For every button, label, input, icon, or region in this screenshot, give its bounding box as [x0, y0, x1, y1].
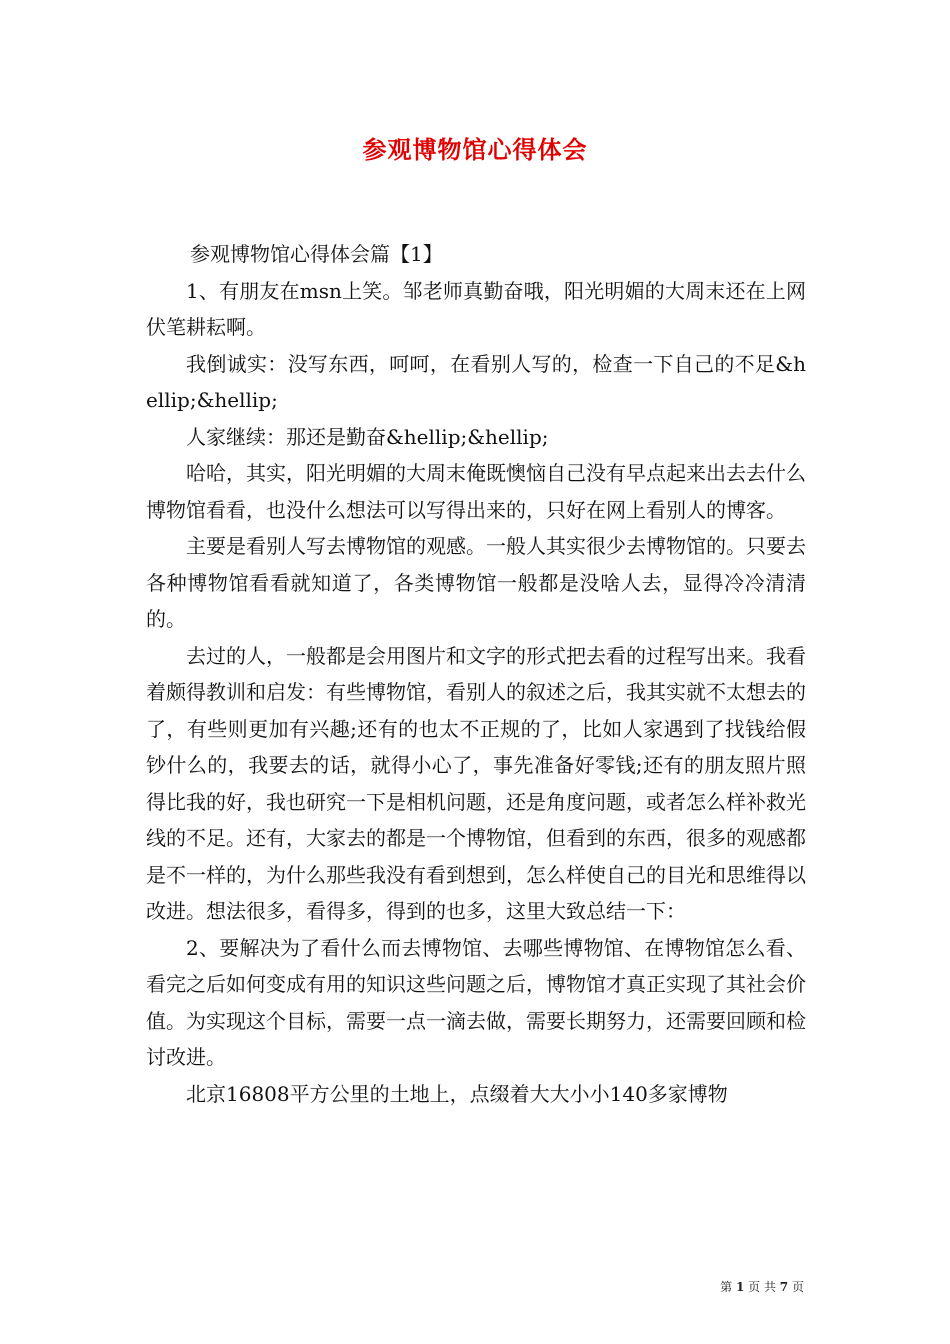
- footer-middle: 页 共: [748, 1280, 776, 1294]
- total-pages-number: 7: [779, 1280, 789, 1294]
- paragraph: 1、有朋友在msn上笑。邹老师真勤奋哦，阳光明媚的大周末还在上网伏笔耕耘啊。: [146, 278, 806, 339]
- document-body: [146, 236, 806, 1112]
- paragraph: 哈哈，其实，阳光明媚的大周末俺既懊恼自己没有早点起来出去去什么博物馆看看，也没什么想法可以写得出来的，只好在网上看别人的博客。: [146, 461, 806, 522]
- paragraph: 去过的人，一般都是会用图片和文字的形式把去看的过程写出来。我看着颇得教训和启发：有些博物馆，看别人的叙述之后，我其实就不太想去的了，有些则更加有兴趣;还有的也太不正规的了，比如人家遇到了找钱给假钞什么的，我要去的话，就得小心了，事先准备好零钱;还有的朋友照片照得比我的好，我也研究一下是相机问题，还是角度问题，或者怎么样补救光线的不足。还有，大家去的都是一个博物馆，但看到的东西，很多的观感都是不一样的，为什么那些我没有看到想到，怎么样使自己的目光和思维得以改进。想法很多，看得多，得到的也多，这里大致总结一下：: [146, 643, 806, 923]
- footer-suffix: 页: [791, 1280, 804, 1294]
- paragraph: 人家继续：那还是勤奋&hellip;&hellip;: [186, 424, 549, 449]
- paragraph: 2、要解决为了看什么而去博物馆、去哪些博物馆、在博物馆怎么看、看完之后如何变成有用的知识这些问题之后，博物馆才真正实现了其社会价值。为实现这个目标，需要一点一滴去做，需要长期努力，还需要回顾和检讨改进。: [146, 935, 806, 1069]
- section-heading: 参观博物馆心得体会篇【1】: [190, 242, 443, 266]
- current-page-number: 1: [735, 1280, 745, 1294]
- paragraph: 北京16808平方公里的土地上，点缀着大大小小140多家博物: [186, 1081, 728, 1106]
- footer-prefix: 第: [720, 1280, 733, 1294]
- paragraph: 主要是看别人写去博物馆的观感。一般人其实很少去博物馆的。只要去各种博物馆看看就知道了，各类博物馆一般都是没啥人去，显得冷冷清清的。: [146, 534, 806, 631]
- page-number-footer: [720, 1278, 804, 1295]
- paragraph: 我倒诚实：没写东西，呵呵，在看别人写的，检查一下自己的不足&hellip;&hellip;: [146, 351, 806, 412]
- document-title: 参观博物馆心得体会: [362, 135, 588, 164]
